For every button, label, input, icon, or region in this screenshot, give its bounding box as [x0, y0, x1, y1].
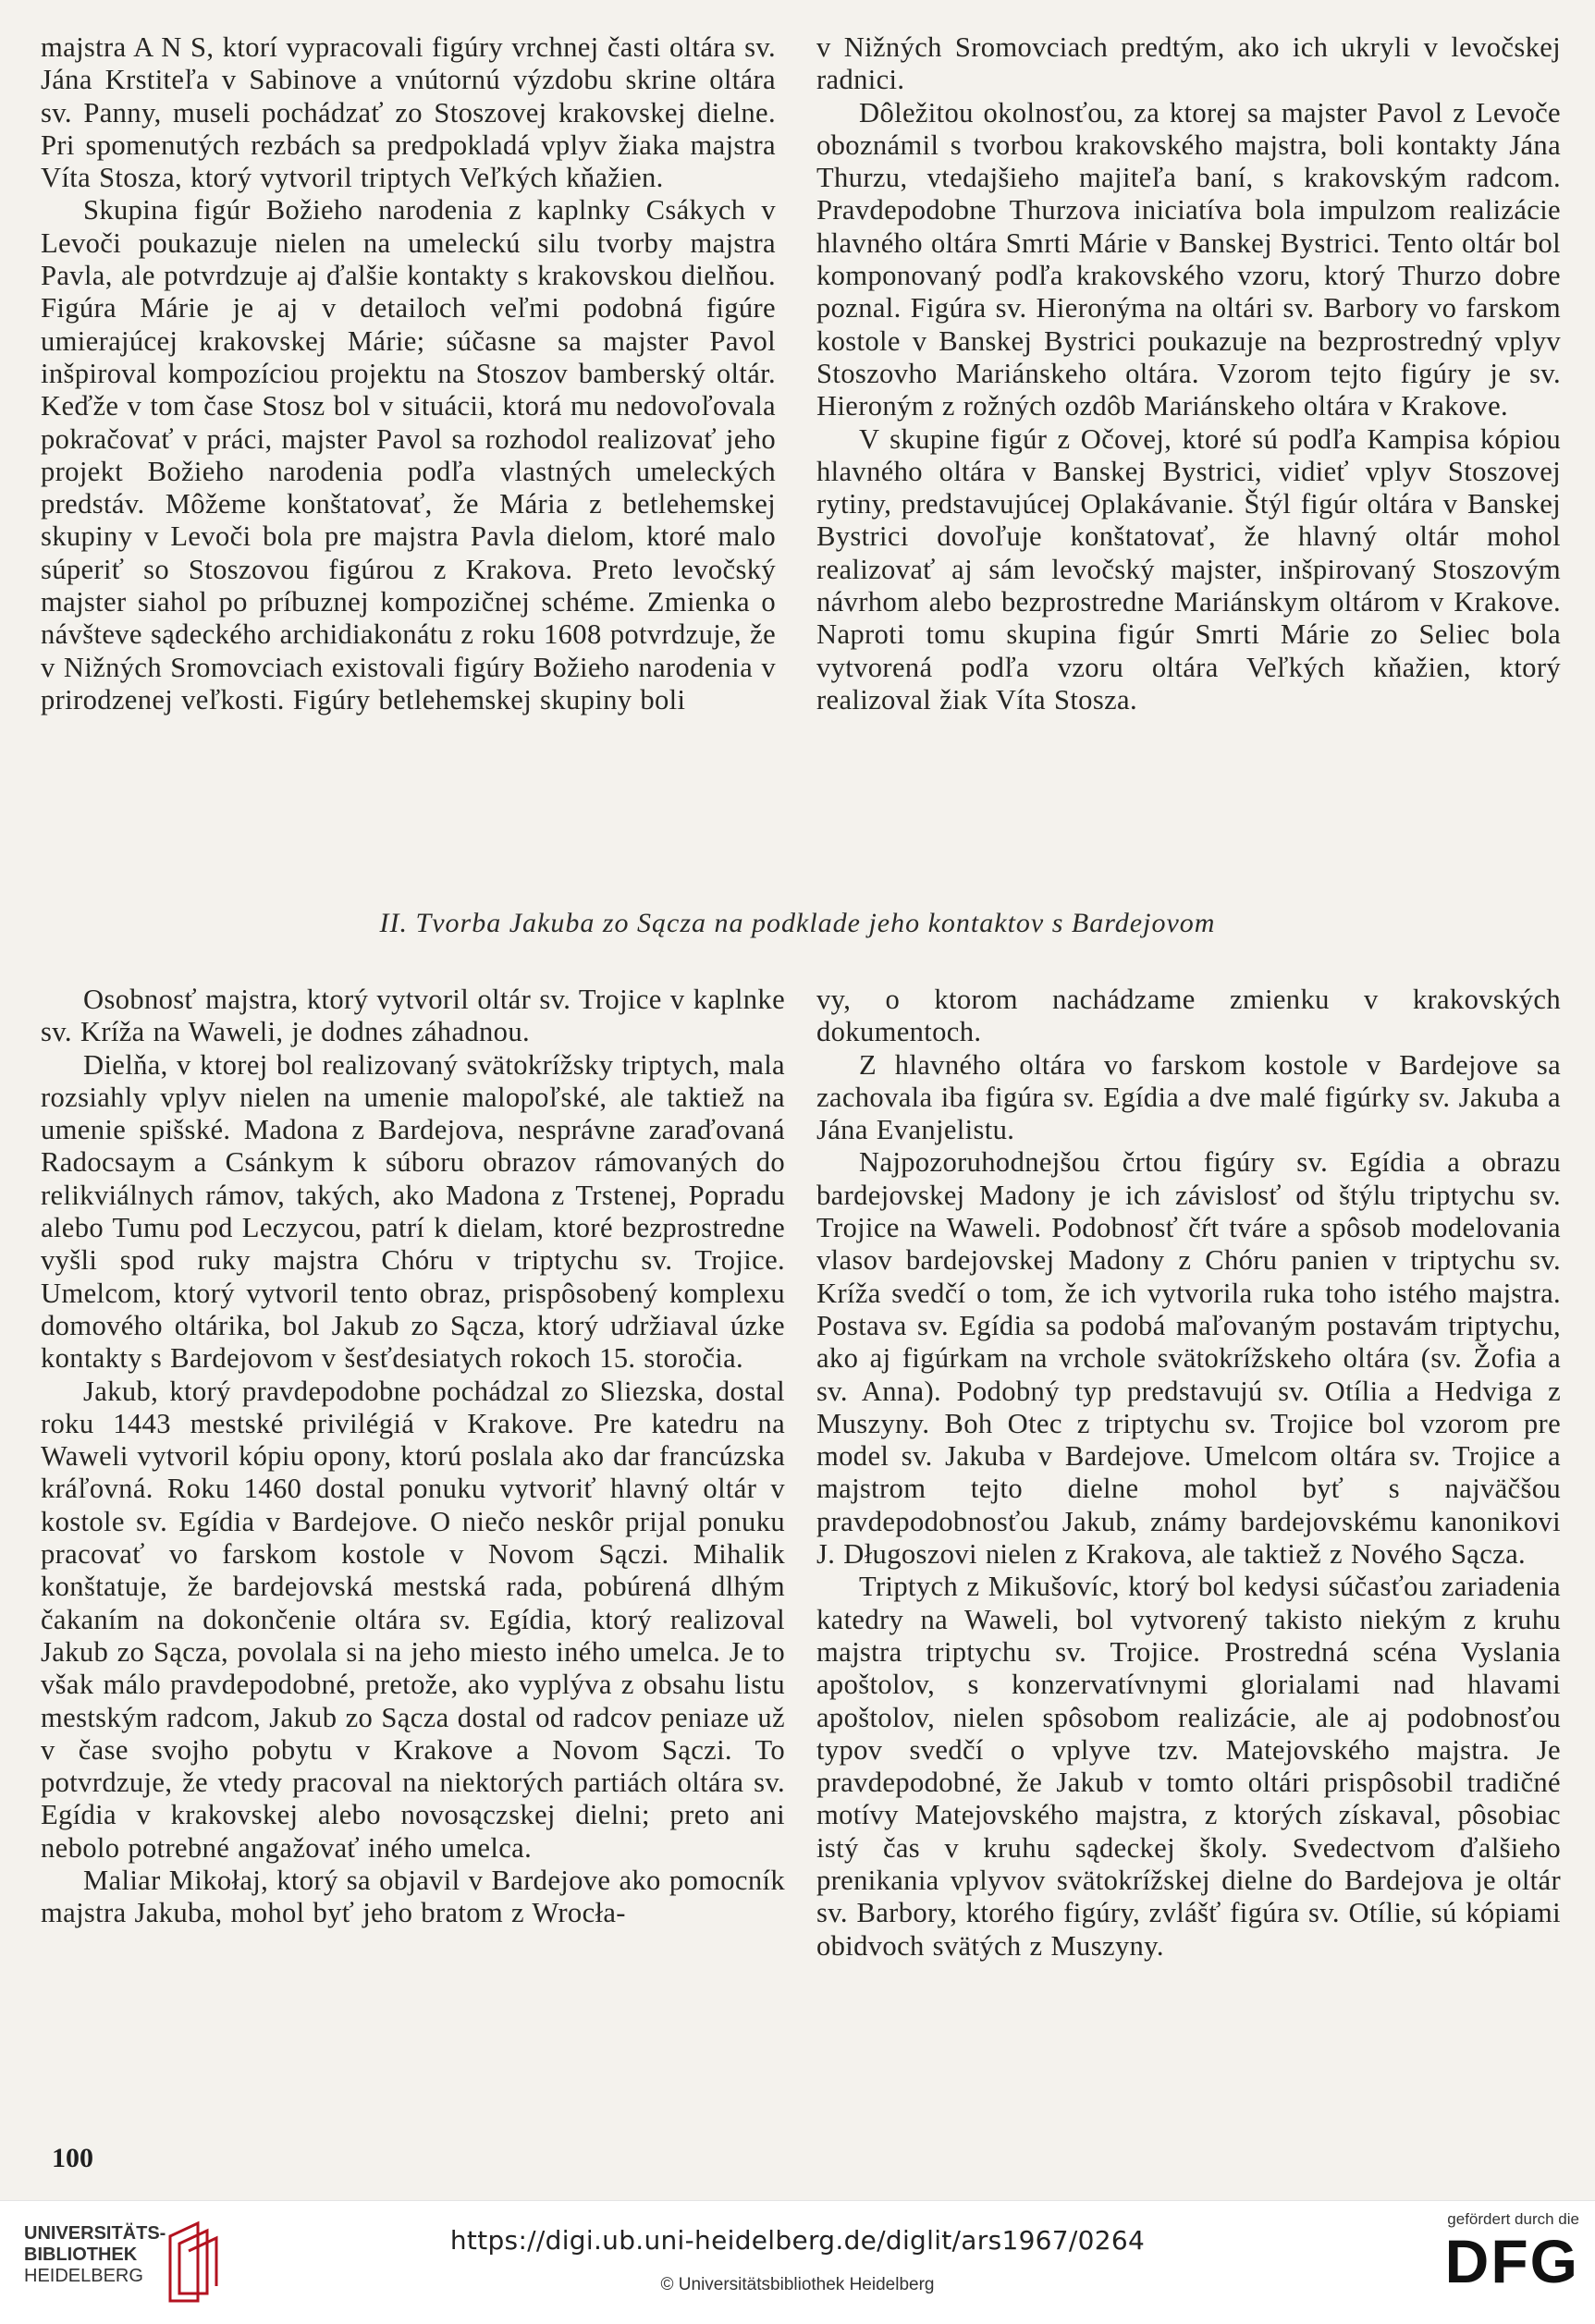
section-heading: II. Tvorba Jakuba zo Sącza na podklade jeho kontaktov s Bardejovom [379, 908, 1216, 938]
permalink-url[interactable]: https://digi.ub.uni-heidelberg.de/diglit/ars1967/0264 [449, 2225, 1146, 2256]
copyright-notice: © Universitätsbibliothek Heidelberg [660, 2275, 935, 2294]
bottom-left-column [41, 984, 785, 1930]
paragraph: Maliar Mikołaj, ktorý sa objavil v Bardejove ako pomocník majstra Jakuba, mohol byť jeho bratom z Wrocła- [41, 1865, 785, 1929]
paragraph: Najpozoruhodnejšou črtou figúry sv. Egídia a obrazu bardejovskej Madony je ich závislosť od štýlu triptychu sv. Trojice na Waweli. Podobnosť čŕt tváre a spôsob modelovania vlasov bardejovskej Madony z Chóru panien v triptychu sv. Kríža svedčí o tom, že ich vytvorila ruka toho istého majstra. Postava sv. Egídia sa podobá maľovaným postavám triptychu, ako aj figúrkam na vrchole svätokrížskeho oltára (sv. Žofia a sv. Anna). Podobný typ predstavujú sv. Otília a Hedviga z Muszyny. Boh Otec z triptychu sv. Trojice bol vzorom pre model sv. Jakuba v Bardejove. Umelcom oltára sv. Trojice a majstrom tejto dielne mohol byť s najväčšou pravdepodobnosťou Jakub, známy bardejovskému kanonikovi J. Długoszovi nielen z Krakova, ale taktiež z Nového Sącza. [816, 1146, 1561, 1571]
bottom-right-column [816, 984, 1561, 1963]
paragraph: Jakub, ktorý pravdepodobne pochádzal zo Sliezska, dostal roku 1443 mestské privilégiá v Krakove. Pre katedru na Waweli vytvoril kópiu opony, ktorú poslala ako dar francúzska kráľovná. Roku 1460 dostal ponuku vytvoriť hlavný oltár v kostole sv. Egídia v Bardejove. O niečo neskôr prijal ponuku pracovať vo farskom kostole v Novom Sączi. Mihalik konštatuje, že bardejovská mestská rada, pobúrená dlhým čakaním na dokončenie oltára sv. Egídia, ktorý realizoval Jakub zo Sącza, povolala si na jeho miesto iného umelca. Je to však málo pravdepodobné, pretože, ako vyplýva z obsahu listu mestským radcom, Jakub zo Sącza dostal od radcov peniaze už v čase svojho pobytu v Krakove a Novom Sączi. To potvrdzuje, že vtedy pracoval na niektorých partiách oltára sv. Egídia v krakovskej alebo novosączskej dielni; preto ani nebolo potrebné angažovať iného umelca. [41, 1375, 785, 1864]
page-number: 100 [52, 2143, 93, 2173]
paragraph: Osobnosť majstra, ktorý vytvoril oltár sv. Trojice v kaplnke sv. Kríža na Waweli, je dodnes záhadnou. [41, 984, 785, 1048]
paragraph: vy, o ktorom nachádzame zmienku v krakovských dokumentoch. [816, 984, 1561, 1048]
paragraph: Triptych z Mikušovíc, ktorý bol kedysi súčasťou zariadenia katedry na Waweli, bol vytvorený takisto niekým z kruhu majstra triptychu sv. Trojice. Prostredná scéna Vyslania apoštolov, s konzervatívnymi glorialami nad hlavami apoštolov, nielen spôsobom realizácie, ale aj podobnosťou typov svedčí o vplyve tzv. Matejovského majstra. Je pravdepodobné, že Jakub v tomto oltári prispôsobil tradičné motívy Matejovského majstra, z ktorých získaval, pôsobiac istý čas v kruhu sądeckej školy. Svedectvom ďalšieho prenikania vplyvov svätokrížskej dielne do Bardejova je oltár sv. Barbory, ktorého figúry, zvlášť figúra sv. Otílie, sú kópiami obidvoch svätých z Muszyny. [816, 1571, 1561, 1962]
paragraph: Z hlavného oltára vo farskom kostole v Bardejove sa zachovala iba figúra sv. Egídia a dve malé figúrky sv. Jakuba a Jána Evanjelistu. [816, 1048, 1561, 1146]
dfg-logo[interactable] [1413, 2210, 1579, 2312]
dfg-wordmark: DFG [1444, 2227, 1579, 2295]
paragraph: V skupine figúr z Očovej, ktoré sú podľa Kampisa kópiou hlavného oltára v Banskej Bystrici, vidieť vplyv Stoszovej rytiny, predstavujúcej Oplakávanie. Štýl figúr oltára v Banskej Bystrici dovoľuje konštatovať, že hlavný oltár mohol realizovať aj sám levočský majster, inšpirovaný Stoszovým návrhom alebo bezprostredne Mariánskym oltárom v Krakove. Naproti tomu skupina figúr Smrti Márie zo Seliec bola vytvorená podľa vzoru oltára Veľkých kňažien, ktorý realizoval žiak Víta Stosza. [816, 422, 1561, 716]
paragraph: Dielňa, v ktorej bol realizovaný svätokrížsky triptych, mala rozsiahly vplyv nielen na umenie malopoľské, ale taktiež na umenie spišské. Madona z Bardejova, nesprávne zaraďovaná Radocsaym a Csánkym k súboru obrazov rámovaných do relikviálnych rámov, takých, ako Madona z Trstenej, Popradu alebo Tumu pod Leczycou, patrí k dielam, ktoré bezprostredne vyšli spod ruky majstra Chóru v triptychu sv. Trojice. Umelcom, ktorý vytvoril tento obraz, prispôsobený komplexu domového oltárika, bol Jakub zo Sącza, ktorý udržiaval úzke kontakty s Bardejovom v šesťdesiatych rokoch 15. storočia. [41, 1048, 785, 1375]
top-left-column [41, 31, 776, 716]
paragraph: Skupina figúr Božieho narodenia z kaplnky Csákych v Levoči poukazuje nielen na umeleckú silu tvorby majstra Pavla, ale potvrdzuje aj ďalšie kontakty s krakovskou dielňou. Figúra Márie je aj v detailoch veľmi podobná figúre umierajúcej krakovskej Márie; súčasne sa majster Pavol inšpiroval kompozíciou projektu na Stoszov bamberský oltár. Keďže v tom čase Stosz bol v situácii, ktorá mu nedovoľovala pokračovať v práci, majster Pavol sa rozhodol realizovať jeho projekt Božieho narodenia podľa vlastných umeleckých predstáv. Môžeme konštatovať, že Mária z betlehemskej skupiny v Levoči bola pre majstra Pavla dielom, ktoré malo súperiť so Stoszovou figúrou z Krakova. Preto levočský majster siahol po príbuznej kompozičnej schéme. Zmienka o návšteve sądeckého archidiakonátu z roku 1608 potvrdzuje, že v Nižných Sromovciach existovali figúry Božieho narodenia v prirodzenej veľkosti. Figúry betlehemskej skupiny boli [41, 194, 776, 716]
paragraph: v Nižných Sromovciach predtým, ako ich ukryli v levočskej radnici. [816, 31, 1561, 96]
dfg-caption: gefördert durch die [1447, 2210, 1579, 2228]
paragraph: Dôležitou okolnosťou, za ktorej sa majster Pavol z Levoče oboznámil s tvorbou krakovského majstra, boli kontakty Jána Thurzu, vtedajšieho majiteľa baní, s krakovským radcom. Pravdepodobne Thurzova iniciatíva bola impulzom realizácie hlavného oltára Smrti Márie v Banskej Bystrici. Tento oltár bol komponovaný podľa krakovského vzoru, ktorý Thurzo dobre poznal. Figúra sv. Hieronýma na oltári sv. Barbory vo farskom kostole v Banskej Bystrici poukazuje na bezprostredný vplyv Stoszovho Mariánskeho oltára. Vzorom tejto figúry je sv. Hieroným z rožných ozdôb Mariánskeho oltára v Krakove. [816, 96, 1561, 422]
top-right-column [816, 31, 1561, 716]
library-name: UNIVERSITÄTS- BIBLIOTHEK HEIDELBERG [24, 2223, 166, 2286]
footer-bar [0, 2200, 1595, 2324]
paragraph: majstra A N S, ktorí vypracovali figúry vrchnej časti oltára sv. Jána Krstiteľa v Sabinove a vnútornú výzdobu skrine oltára sv. Panny, museli pochádzať zo Stoszovej krakovskej dielne. Pri spomenutých rezbách sa predpokladá vplyv žiaka majstra Víta Stosza, ktorý vytvoril triptych Veľkých kňažien. [41, 31, 776, 194]
